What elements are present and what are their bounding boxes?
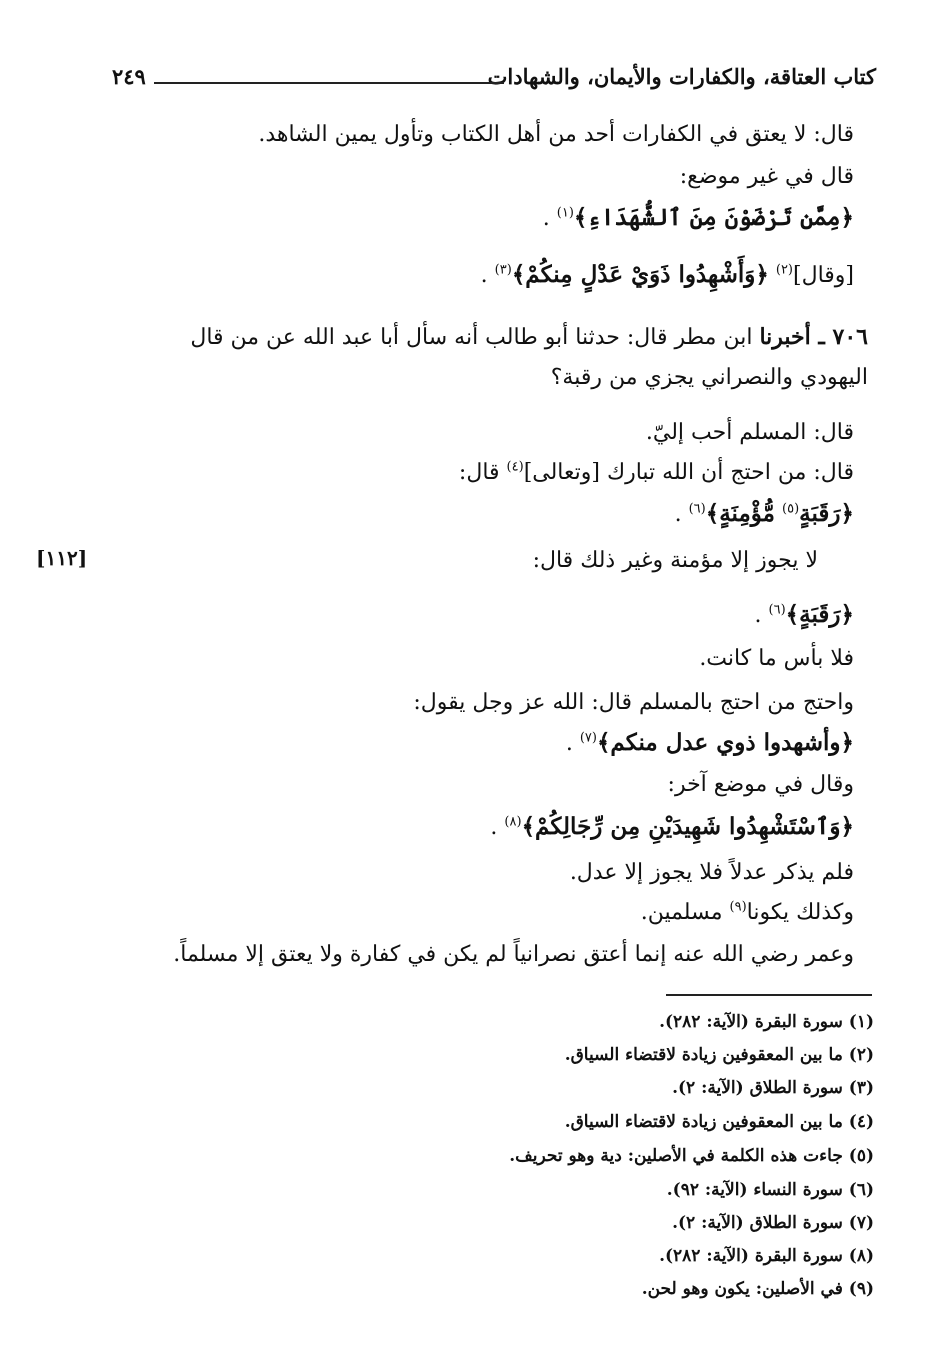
text-line: وقال في موضع آخر: <box>667 772 854 797</box>
hadith-line: ٧٠٦ ـ أخبرنا ابن مطر قال: حدثنا أبو طالب أنه سأل أبا عبد الله عن من قال <box>190 324 868 350</box>
header-rule <box>154 82 504 84</box>
footnote: (٦) سورة النساء (الآية: ٩٢). <box>666 1180 874 1200</box>
footnote-ref: (٤) <box>506 459 524 475</box>
verse-line: ﴿وأشهدوا ذوي عدل منكم﴾$^{(٧)}$ . <box>565 729 854 756</box>
text-line: فلا بأس ما كانت. <box>699 646 854 671</box>
text-line: قال: من احتج أن الله تبارك [وتعالى]$^{(٤)}$ قال: <box>458 459 854 485</box>
quran-verse: مُّؤْمِنَةٍ﴾ <box>705 500 775 527</box>
footnote: (١) سورة البقرة (الآية: ٢٨٢). <box>659 1012 874 1032</box>
footnote-ref: (٨) <box>504 814 522 830</box>
text-line: واحتج من احتج بالمسلم قال: الله عز وجل يقول: <box>413 690 854 715</box>
footnote: (٢) ما بين المعقوفين زيادة لاقتضاء السياق. <box>564 1045 874 1065</box>
quran-verse: ﴿وَٱسْتَشْهِدُوا شَهِيدَيْنِ مِن رِّجَالِكُمْ﴾ <box>521 813 854 840</box>
footnote-ref: (٩) <box>729 899 747 915</box>
verse-line: [وقال]$^{(٢)}$ ﴿وَأَشْهِدُوا ذَوَيْ عَدْلٍ مِنكُمْ﴾$^{(٣)}$ . <box>480 261 854 288</box>
footnote-ref: (٦) <box>768 602 786 618</box>
footnote-ref: (٧) <box>579 730 597 746</box>
footnote-ref: (٦) <box>688 501 706 517</box>
footnote-ref: (٣) <box>494 262 512 278</box>
footnote: (٤) ما بين المعقوفين زيادة لاقتضاء السياق. <box>564 1112 874 1132</box>
verse-line: ﴿رَقَبَةٍ﴾$^{(٦)}$ . <box>754 601 854 628</box>
quran-verse: ﴿مِمَّن تَرْضَوْنَ مِنَ ٱلشُّهَدَاءِ﴾ <box>573 204 854 231</box>
footnote: (٩) في الأصلين: يكون وهو لحن. <box>641 1279 874 1299</box>
text-line: لا يجوز إلا مؤمنة وغير ذلك قال: <box>532 548 818 573</box>
footnote-ref: (٢) <box>775 262 793 278</box>
running-header <box>112 62 876 98</box>
text-line: قال: لا يعتق في الكفارات أحد من أهل الكتاب وتأول يمين الشاهد. <box>258 122 854 147</box>
footnote: (٧) سورة الطلاق (الآية: ٢). <box>672 1213 874 1233</box>
verse-line: ﴿رَقَبَةٍ$^{(٥)}$ مُّؤْمِنَةٍ﴾$^{(٦)}$ . <box>674 500 854 527</box>
footnote-ref: (٥) <box>782 501 800 517</box>
verse-line: ﴿مِمَّن تَرْضَوْنَ مِنَ ٱلشُّهَدَاءِ﴾$^{(١)}$ . <box>542 204 854 231</box>
quran-verse: ﴿وأشهدوا ذوي عدل منكم﴾ <box>596 729 854 756</box>
quran-verse: ﴿رَقَبَةٍ <box>799 500 854 527</box>
text-line: وعمر رضي الله عنه إنما أعتق نصرانياً لم يكن في كفارة ولا يعتق إلا مسلماً. <box>173 942 854 967</box>
text-line: وكذلك يكونا$^{(٩)}$ مسلمين. <box>640 899 854 925</box>
hadith-number: ٧٠٦ ـ أخبرنا <box>759 324 868 350</box>
quran-verse: ﴿رَقَبَةٍ﴾ <box>785 601 854 628</box>
chapter-title: كتاب العتاقة، والكفارات والأيمان، والشهادات <box>487 64 876 89</box>
page-number: ٢٤٩ <box>112 64 146 89</box>
footnote-separator <box>666 994 872 996</box>
footnote: (٣) سورة الطلاق (الآية: ٢). <box>672 1078 874 1098</box>
text-line: قال في غير موضع: <box>679 164 854 189</box>
quran-verse: ﴿وَأَشْهِدُوا ذَوَيْ عَدْلٍ مِنكُمْ﴾ <box>511 261 769 288</box>
text-line: فلم يذكر عدلاً فلا يجوز إلا عدل. <box>569 860 854 885</box>
footnote: (٥) جاءت هذه الكلمة في الأصلين: دية وهو تحريف. <box>509 1146 874 1166</box>
footnote: (٨) سورة البقرة (الآية: ٢٨٢). <box>659 1246 874 1266</box>
text-line: اليهودي والنصراني يجزي من رقبة؟ <box>550 365 868 390</box>
verse-line: ﴿وَٱسْتَشْهِدُوا شَهِيدَيْنِ مِن رِّجَالِكُمْ﴾$^{(٨)}$ . <box>490 813 854 840</box>
margin-reference: [١١٢] <box>36 546 88 570</box>
footnote-ref: (١) <box>556 205 574 221</box>
text-line: قال: المسلم أحب إليّ. <box>645 420 854 445</box>
